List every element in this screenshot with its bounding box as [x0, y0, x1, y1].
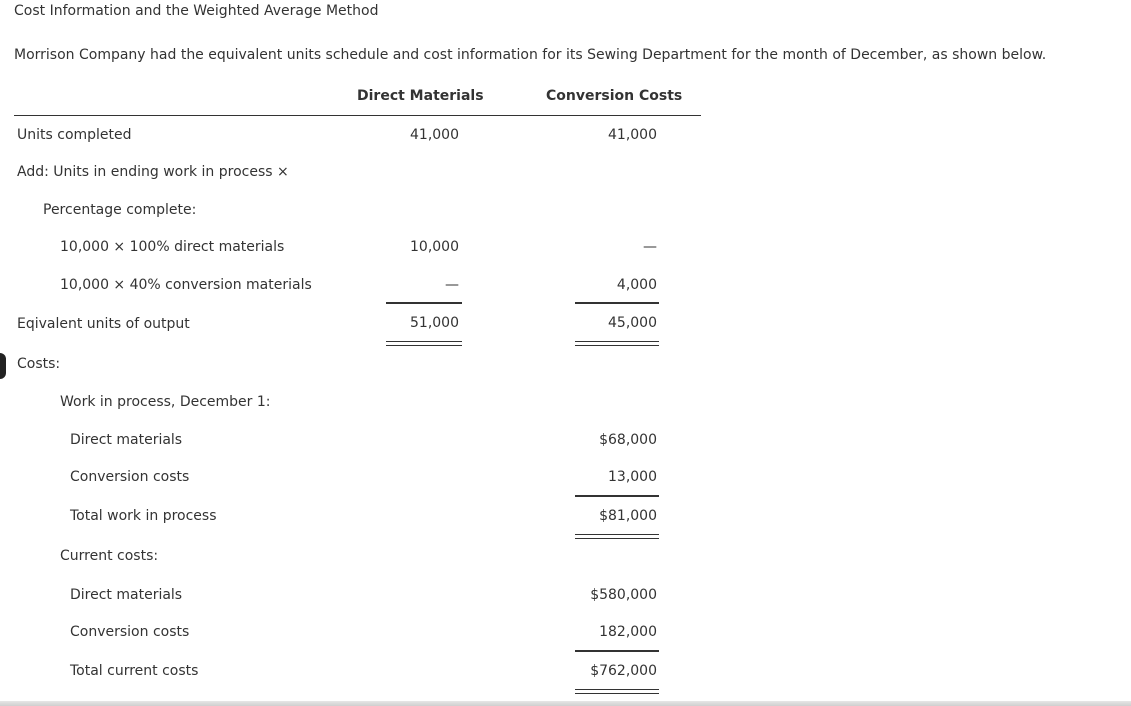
wip-dm-cc: $68,000 [599, 432, 657, 448]
column-header-direct-materials: Direct Materials [357, 88, 484, 104]
row-label-equivalent-units: Eqivalent units of output [17, 316, 190, 332]
wip-total-double-rule [575, 534, 659, 539]
row-label-wip-dec1: Work in process, December 1: [60, 394, 271, 410]
column-header-conversion-costs: Conversion Costs [546, 88, 683, 104]
wip-total-cc: $81,000 [599, 508, 657, 524]
row-label-units-completed: Units completed [17, 127, 132, 143]
row-label-wip-cc: Conversion costs [70, 469, 190, 485]
cur-cc-cc: 182,000 [599, 624, 657, 640]
intro-text: Morrison Company had the equivalent units schedule and cost information for its Sewing Department for the month of December, as shown below. [14, 47, 1047, 63]
bottom-edge [0, 701, 1131, 706]
header-rule [14, 115, 701, 116]
cc-pct-dm: — [445, 277, 459, 293]
row-label-current-costs: Current costs: [60, 548, 159, 564]
units-completed-cc: 41,000 [608, 127, 657, 143]
equivalent-units-cc: 45,000 [608, 315, 657, 331]
subtotal-rule-dm [386, 302, 462, 304]
total-double-rule-dm [386, 341, 462, 346]
row-label-wip-dm: Direct materials [70, 432, 183, 448]
cc-pct-cc: 4,000 [616, 277, 657, 293]
total-double-rule-cc [575, 341, 659, 346]
wip-subtotal-rule [575, 495, 659, 497]
equivalent-units-dm: 51,000 [410, 315, 459, 331]
dm-pct-cc: — [643, 239, 657, 255]
row-label-cur-total: Total current costs [70, 663, 199, 679]
cur-subtotal-rule [575, 650, 659, 652]
row-label-dm-pct: 10,000 × 100% direct materials [60, 239, 285, 255]
row-label-cur-dm: Direct materials [70, 587, 183, 603]
page-title: Cost Information and the Weighted Average Method [14, 3, 379, 19]
row-label-costs: Costs: [17, 356, 61, 372]
dm-pct-dm: 10,000 [410, 239, 459, 255]
wip-cc-cc: 13,000 [608, 469, 657, 485]
cur-dm-cc: $580,000 [590, 587, 657, 603]
row-label-wip-total: Total work in process [70, 508, 217, 524]
row-label-cur-cc: Conversion costs [70, 624, 190, 640]
cur-total-double-rule [575, 689, 659, 694]
cur-total-cc: $762,000 [590, 663, 657, 679]
subtotal-rule-cc [575, 302, 659, 304]
row-label-cc-pct: 10,000 × 40% conversion materials [60, 277, 312, 293]
row-label-add-units: Add: Units in ending work in process × [17, 164, 289, 180]
side-marker [0, 353, 6, 379]
units-completed-dm: 41,000 [410, 127, 459, 143]
row-label-percentage-complete: Percentage complete: [43, 202, 197, 218]
